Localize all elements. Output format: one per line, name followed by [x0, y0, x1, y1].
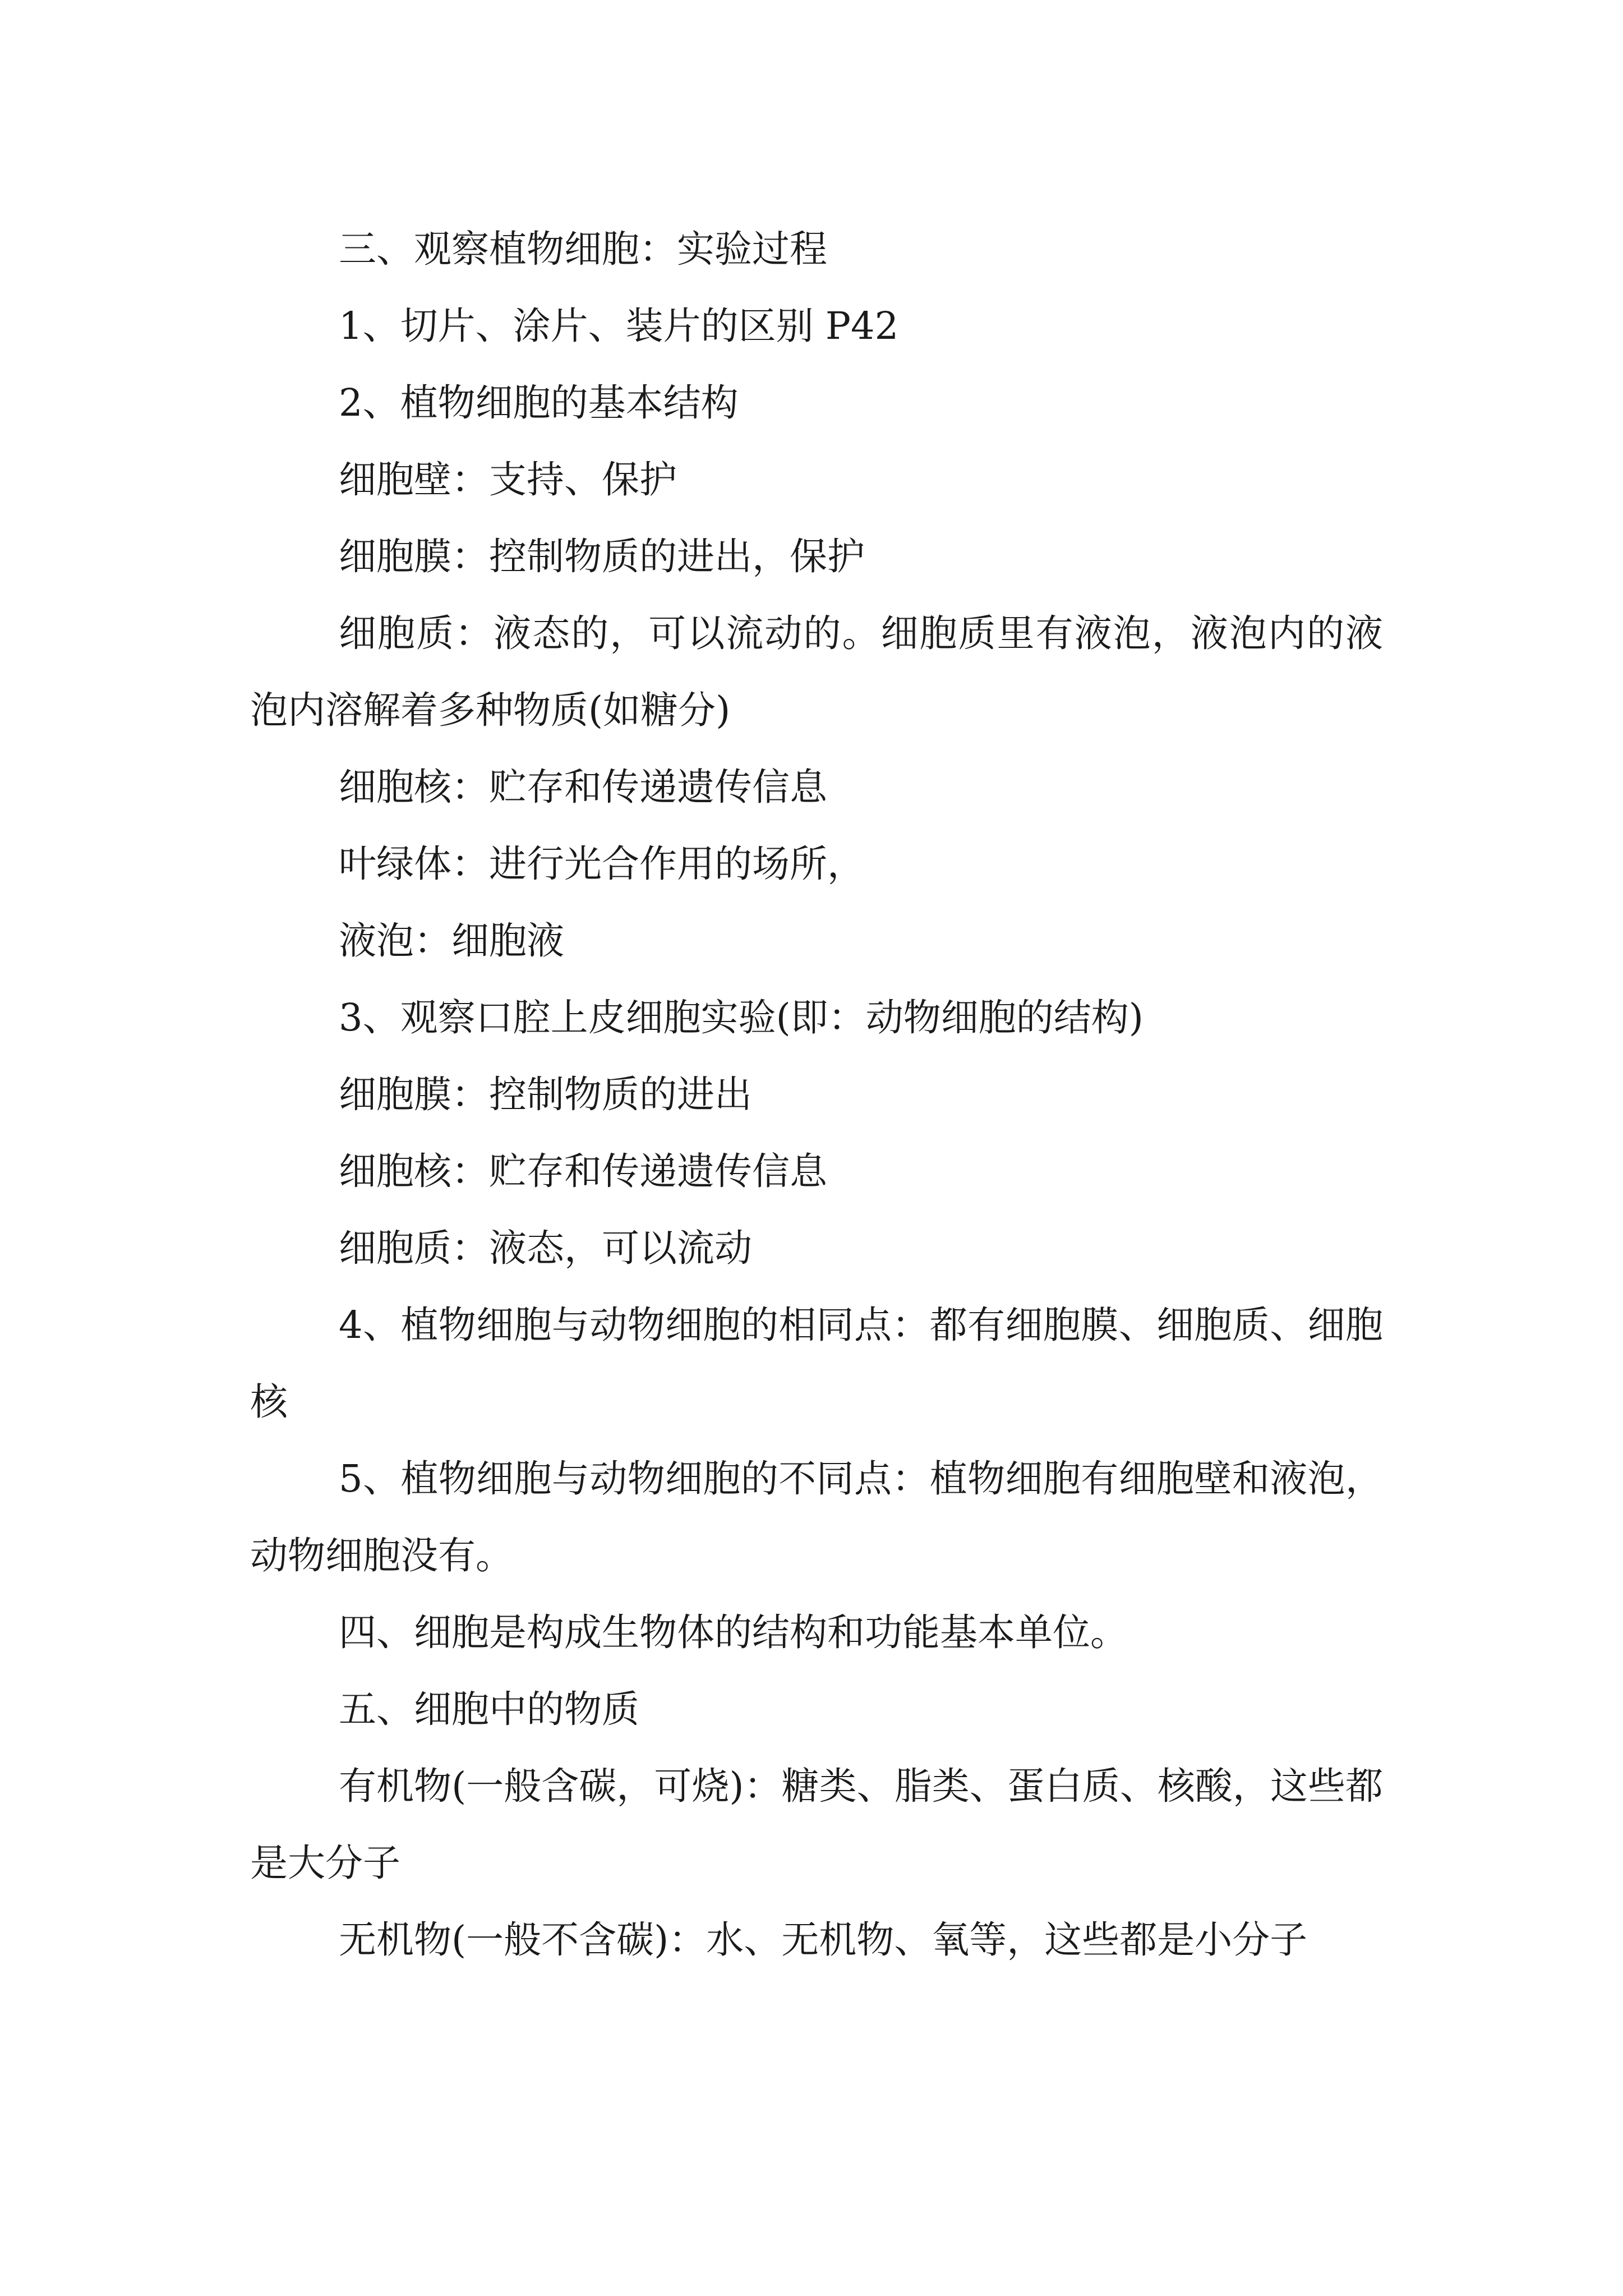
section-heading-basic-unit: 四、细胞是构成生物体的结构和功能基本单位。 [339, 1611, 1128, 1654]
text-nucleus: 细胞核：贮存和传递遗传信息 [339, 765, 827, 809]
list-item-similarities: 4、植物细胞与动物细胞的相同点：都有细胞膜、细胞质、细胞核 [250, 1303, 1383, 1424]
document-body [250, 211, 1383, 1978]
text-chloroplast: 叶绿体：进行光合作用的场所， [339, 842, 865, 886]
section-heading-observe-plant-cell: 三、观察植物细胞：实验过程 [339, 227, 827, 271]
text-cell-wall: 细胞壁：支持、保护 [339, 458, 677, 501]
text-vacuole: 液泡：细胞液 [339, 919, 564, 963]
list-item-oral-epithelial-experiment: 3、观察口腔上皮细胞实验(即：动物细胞的结构) [339, 996, 1144, 1039]
text-cytoplasm: 细胞质：液态的，可以流动的。细胞质里有液泡，液泡内的液泡内溶解着多种物质(如糖分) [250, 611, 1383, 732]
text-animal-cell-nucleus: 细胞核：贮存和传递遗传信息 [339, 1149, 827, 1193]
list-item-differences: 5、植物细胞与动物细胞的不同点：植物细胞有细胞壁和液泡，动物细胞没有。 [250, 1457, 1383, 1577]
text-inorganic-matter: 无机物(一般不含碳)：水、无机物、氧等，这些都是小分子 [339, 1918, 1308, 1962]
text-cell-membrane: 细胞膜：控制物质的进出，保护 [339, 535, 865, 578]
text-animal-cytoplasm: 细胞质：液态，可以流动 [339, 1226, 752, 1270]
list-item-plant-cell-structure: 2、植物细胞的基本结构 [339, 381, 739, 425]
section-heading-cell-substances: 五、细胞中的物质 [339, 1687, 639, 1731]
text-organic-matter: 有机物(一般含碳，可烧)：糖类、脂类、蛋白质、核酸，这些都是大分子 [250, 1764, 1383, 1885]
text-animal-cell-membrane: 细胞膜：控制物质的进出 [339, 1073, 752, 1116]
list-item-slide-types: 1、切片、涂片、装片的区别 P42 [339, 304, 899, 348]
